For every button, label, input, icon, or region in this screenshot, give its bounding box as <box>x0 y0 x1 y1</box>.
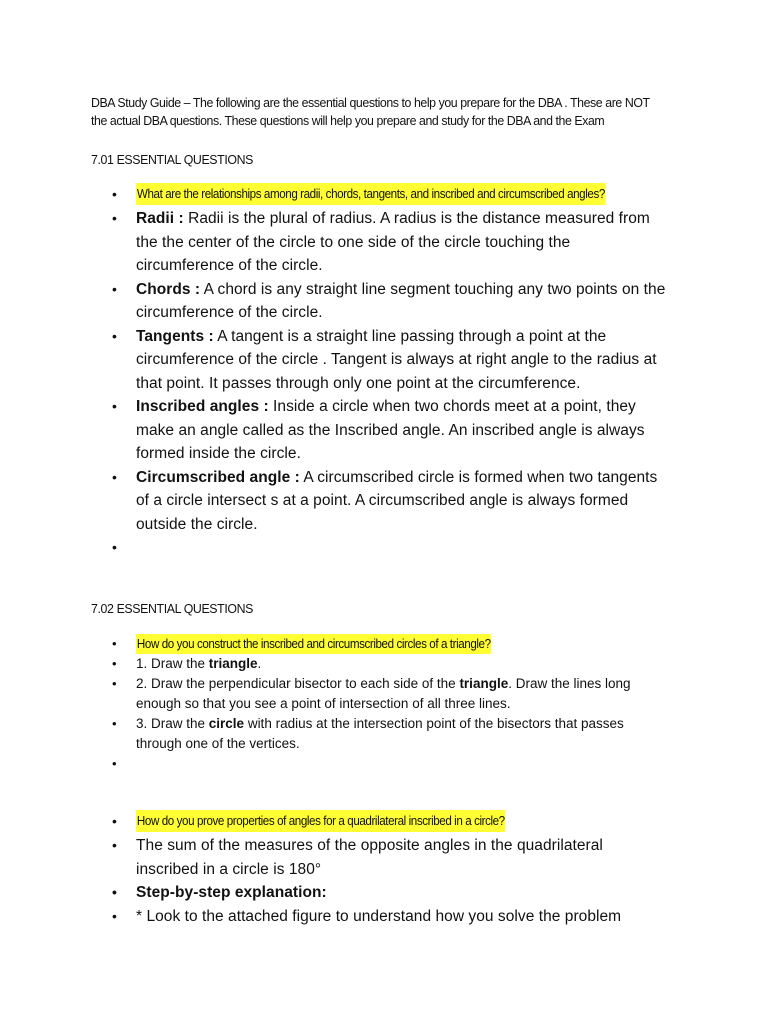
list-item-inscribed-angles <box>0 395 666 466</box>
section-7-02-list <box>0 634 666 774</box>
term-label: Chords : <box>136 280 201 298</box>
step-text: 1. Draw the <box>136 656 209 671</box>
term-definition: Inside a circle when two chords meet at a point, they make an angle called as the Inscribed angle. An inscribed angle is always formed inside the circle. <box>136 398 645 462</box>
term-definition: Radii is the plural of radius. A radius is the distance measured from the the center of the circle to one side of the circle touching the circumference of the circle. <box>136 210 650 274</box>
section-7-01-list <box>0 183 666 560</box>
list-item-circumscribed-angle <box>0 466 666 537</box>
step-text: . Draw the lines long enough so that you see a point of intersection of all three lines. <box>136 676 631 711</box>
term-label: Circumscribed angle : <box>136 468 300 486</box>
list-item <box>0 183 666 205</box>
list-item-step-1 <box>0 654 666 674</box>
term-label: Tangents : <box>136 327 214 345</box>
list-item <box>0 810 666 832</box>
term-definition: A chord is any straight line segment touching any two points on the circumference of the circle. <box>136 280 666 321</box>
list-item-chords <box>0 278 666 325</box>
empty-list-item <box>0 754 666 774</box>
step-bold-word: circle <box>208 716 245 731</box>
section-heading-7-02: 7.02 ESSENTIAL QUESTIONS <box>91 601 254 616</box>
step-bold-word: triangle <box>459 676 509 691</box>
list-item-note: • * Look to the attached figure to understand how you solve the problem <box>0 905 666 929</box>
list-item-step-2 <box>0 674 666 714</box>
list-item-step-3 <box>0 714 666 754</box>
list-item <box>0 634 666 654</box>
step-text: with radius at the intersection point of the bisectors that passes through one of the vertices. <box>136 716 624 751</box>
step-text: 2. Draw the perpendicular bisector to each side of the <box>136 676 460 691</box>
empty-list-item <box>0 536 666 560</box>
list-item-answer: • The sum of the measures of the opposite angles in the quadrilateral inscribed in a circle is 180° <box>0 834 666 881</box>
step-text: 3. Draw the <box>136 716 209 731</box>
term-definition: A tangent is a straight line passing through a point at the circumference of the circle . Tangent is always at right angle to the radius at that point. It passes through only one point at the circumference. <box>136 327 657 392</box>
intro-paragraph: DBA Study Guide – The following are the essential questions to help you prepare for the DBA . These are NOT the actual DBA questions. These questions will help you prepare and study for the DBA and the Exam <box>91 95 650 128</box>
step-bold-word: triangle <box>208 656 258 671</box>
list-item-radii <box>0 207 666 278</box>
highlighted-question: What are the relationships among radii, chords, tangents, and inscribed and circumscribed angles? <box>136 183 606 205</box>
list-item-explanation-label: • Step-by-step explanation: <box>0 881 666 905</box>
step-text: . <box>257 656 262 671</box>
term-definition: A circumscribed circle is formed when two tangents of a circle intersect s at a point. A circumscribed angle is always formed outside the circle. <box>136 468 658 533</box>
term-label: Radii : <box>136 210 184 227</box>
section-heading-7-01: 7.01 ESSENTIAL QUESTIONS <box>91 152 254 167</box>
highlighted-question: How do you construct the inscribed and circumscribed circles of a triangle? <box>136 634 492 654</box>
highlighted-question: How do you prove properties of angles for a quadrilateral inscribed in a circle? <box>136 810 506 832</box>
section-quadrilateral-list <box>0 810 666 928</box>
list-item-tangents <box>0 325 666 396</box>
term-label: Inscribed angles : <box>136 398 269 415</box>
